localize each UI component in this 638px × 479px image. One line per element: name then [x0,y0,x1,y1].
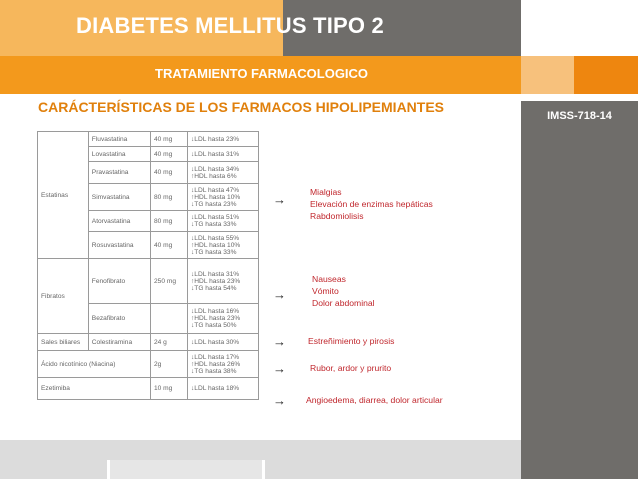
group-cell-sales: Sales biliares [38,334,89,351]
adverse-effect: Rabdomiolisis [310,211,364,221]
adverse-effect: Elevación de enzimas hepáticas [310,199,433,209]
table-row [38,334,259,351]
effect-line: ↓LDL hasta 47% [191,186,240,194]
drug-cell: Rosuvastatina [88,232,150,259]
adverse-effects-ezetimiba [306,394,443,406]
slide-title: DIABETES MELLITUS TIPO 2 [76,13,384,38]
effect-line: ↓LDL hasta 23% [191,135,240,143]
effect-line: ↓LDL hasta 16% [191,308,240,315]
footer-band [0,440,521,460]
dose-cell [151,304,188,334]
effect-cell [188,378,259,400]
adverse-effect: Mialgias [310,187,342,197]
group-cell-fibratos: Fibratos [38,259,89,334]
effect-line: ↑HDL hasta 23% [191,315,241,322]
effect-cell [188,184,259,211]
effect-line: ↓LDL hasta 55% [191,234,240,242]
effect-line: ↑HDL hasta 10% [191,241,241,249]
table-row [38,132,259,147]
adverse-effect: Angioedema, diarrea, dolor articular [306,395,443,405]
adverse-effect: Vómito [312,286,339,296]
effect-cell [188,147,259,162]
dose-cell: 40 mg [151,162,188,184]
drug-cell: Colestiramina [88,334,150,351]
effect-line: ↑HDL hasta 26% [191,360,241,368]
lipid-drugs-table [37,131,259,400]
effect-line: ↓LDL hasta 34% [191,165,240,173]
effect-line: ↓LDL hasta 18% [191,385,240,392]
group-cell-estatinas: Estatinas [38,132,89,259]
effect-line: ↑HDL hasta 6% [191,172,237,180]
effect-line: ↑HDL hasta 23% [191,277,241,285]
effect-line: ↓LDL hasta 30% [191,338,240,346]
adverse-effects-sales [308,335,394,347]
adverse-effect: Estreñimiento y pirosis [308,336,395,346]
arrow-right-icon: → [273,287,286,302]
effect-cell [188,162,259,184]
dose-cell: 40 mg [151,147,188,162]
right-gray-panel [521,133,638,479]
table-row [38,378,259,400]
drug-cell: Simvastatina [88,184,150,211]
effect-line: ↑HDL hasta 10% [191,193,241,201]
drug-cell: Bezafibrato [88,304,150,334]
effect-line: ↓TG hasta 33% [191,248,237,256]
footer-block [0,460,107,479]
effect-cell [188,304,259,334]
slide-subtitle: TRATAMIENTO FARMACOLOGICO [155,66,369,81]
arrow-right-icon: → [273,192,286,207]
group-cell-niacina: Ácido nicotínico (Niacina) [38,351,151,378]
effect-line: ↓TG hasta 38% [191,367,237,375]
group-cell-ezetimiba: Ezetimiba [38,378,151,400]
effect-line: ↓LDL hasta 31% [191,270,240,278]
adverse-effects-niacina [310,362,391,374]
dose-cell: 24 g [151,334,188,351]
drug-cell: Fenofibrato [88,259,150,304]
effect-cell [188,232,259,259]
drug-cell: Fluvastatina [88,132,150,147]
dose-cell: 2g [151,351,188,378]
effect-cell [188,334,259,351]
dose-cell: 250 mg [151,259,188,304]
header-white-block [521,0,638,56]
effect-line: ↓LDL hasta 51% [191,214,240,221]
effect-line: ↓LDL hasta 31% [191,150,240,158]
dose-cell: 40 mg [151,132,188,147]
effect-cell [188,132,259,147]
effect-cell [188,351,259,378]
adverse-effect: Rubor, ardor y prurito [310,363,392,373]
drug-cell: Atorvastatina [88,211,150,232]
reference-badge [521,101,638,133]
arrow-right-icon: → [273,361,286,376]
effect-cell [188,211,259,232]
accent-square-dark [574,56,638,94]
accent-square-light [521,56,574,94]
effect-cell [188,259,259,304]
footer-block [110,460,262,479]
dose-cell: 80 mg [151,211,188,232]
reference-code: IMSS-718-14 [547,110,612,122]
adverse-effects-estatinas [310,186,433,222]
table-row [38,259,259,304]
adverse-effect: Nauseas [312,274,346,284]
adverse-effect: Dolor abdominal [312,298,375,308]
effect-line: ↓TG hasta 33% [191,221,237,228]
drug-cell: Pravastatina [88,162,150,184]
table-row [38,351,259,378]
effect-line: ↓LDL hasta 17% [191,353,240,361]
arrow-right-icon: → [273,393,286,408]
section-heading: CARÁCTERÍSTICAS DE LOS FARMACOS HIPOLIPEMIANTES [38,99,445,115]
effect-line: ↓TG hasta 23% [191,200,237,208]
arrow-right-icon: → [273,334,286,349]
drug-cell: Lovastatina [88,147,150,162]
effect-line: ↓TG hasta 54% [191,284,237,292]
dose-cell: 10 mg [151,378,188,400]
dose-cell: 80 mg [151,184,188,211]
dose-cell: 40 mg [151,232,188,259]
effect-line: ↓TG hasta 50% [191,322,237,329]
footer-block [265,460,521,479]
adverse-effects-fibratos [312,273,375,309]
